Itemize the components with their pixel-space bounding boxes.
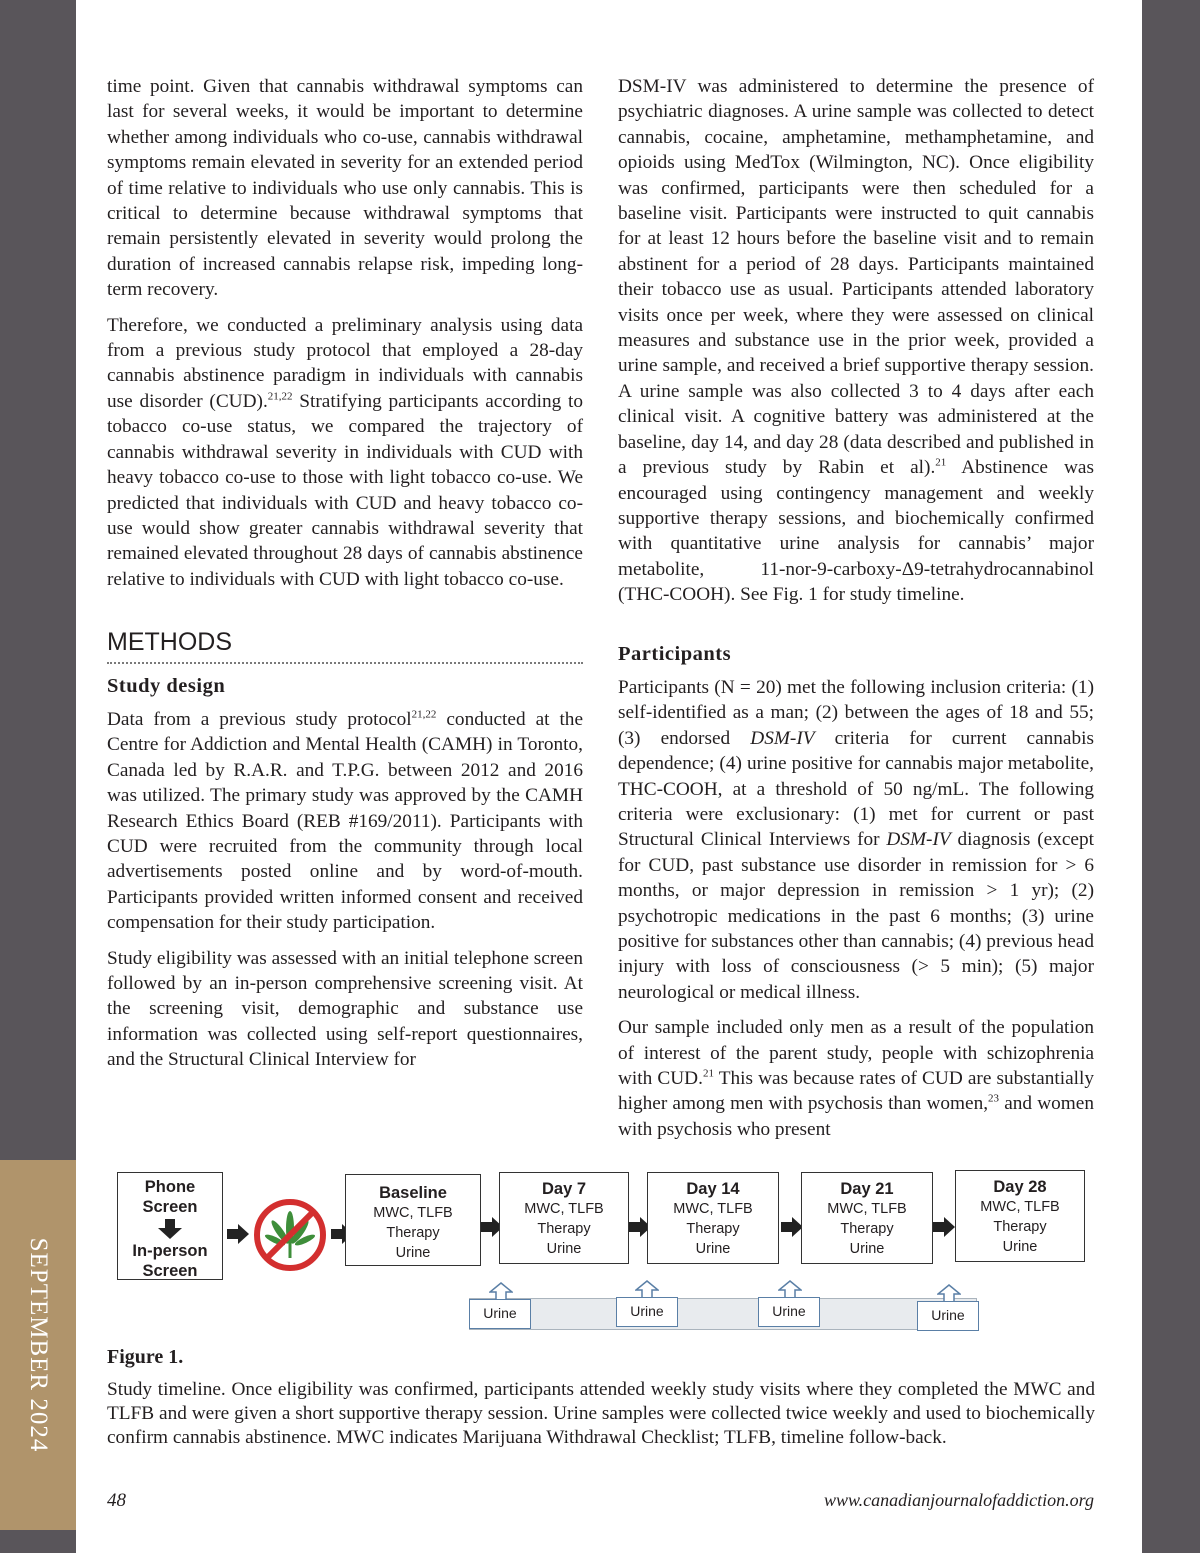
citation-superscript: 21,22 [411,708,437,721]
visit-measures: MWC, TLFB [524,1201,604,1217]
visit-title: Day 28 [993,1178,1047,1196]
citation-superscript: 21 [702,1067,714,1080]
journal-website-link[interactable]: www.canadianjournalofaddiction.org [823,1490,1094,1510]
figure-label: Figure 1. [107,1346,184,1368]
procedure-paragraph-text-a: DSM-IV was administered to determine the presence of psychiatric diagnoses. A urine sample was collected to detect cannabis, cocaine, amphetamine, methamphetamine, and opioids using MedTox (Wilmington, NC). Once eligibility was confirmed, participants were then scheduled for a baseline visit. Participants were instructed to quit cannabis for at least 12 hours before the baseline visit and to remain abstinent for a period of 28 days. Participants maintained their tobacco use as usual. Participants attended laboratory visits once per week, where they were assessed on clinical measures and substance use in the prior week, provided a urine sample, and received a brief supportive therapy session. A urine sample was also collected 3 to 4 days after each clinical visit. A cognitive battery was administered at the baseline, day 14, and day 28 (data described and published in a previous study by Rabin et al). [618,76,1094,479]
right-text-column [618,74,1094,1152]
study-design-paragraph-1-text-a: Data from a previous study protocol [107,708,412,730]
section-divider [107,662,583,664]
participants-paragraph-1-text-c: diagnosis (except for CUD, past substance use disorder in remission for > 6 months, or major depression in remission > 1 yr); (2) psychotropic medications in the past 6 months; (3) urine positive for substances other than cannabis; (4) previous head injury with loss of consciousness (> 5 min); (5) major neurological or medical illness. [618,829,1094,1003]
procedure-paragraph [618,74,1094,608]
methods-heading: METHODS [107,628,232,657]
issue-month-tab [0,1160,76,1530]
participants-paragraph-2-text-c: and women with psychosis who present [618,1093,1094,1140]
study-design-paragraph-1-text-b: conducted at the Centre for Addiction and Mental Health (CAMH) in Toronto, Canada led by R.A.R. and T.P.G. between 2012 and 2016 was utilized. The primary study was approved by the CAMH Research Ethics Board (REB #169/2011). Participants with CUD were recruited from the community through local advertisements posted online and by word-of-mouth. Participants provided written informed consent and received compensation for their study participation. [107,708,583,934]
participants-paragraph-2 [618,1015,1094,1142]
down-arrow-icon [158,1219,182,1239]
visit-therapy: Therapy [686,1221,740,1237]
urine-collection-track [469,1298,977,1330]
visit-measures: MWC, TLFB [673,1201,753,1217]
urine-sample-box: Urine [469,1299,531,1329]
no-cannabis-icon [253,1198,327,1272]
visit-measures: MWC, TLFB [980,1199,1060,1215]
study-design-subheading: Study design [107,674,226,697]
right-arrow-icon [781,1217,803,1237]
visit-urine: Urine [849,1241,885,1257]
participants-paragraph-1-text-a: Participants (N = 20) met the following inclusion criteria: (1) self-identified as a man; (2) between the ages of 18 and 55; (3) endorsed [618,676,1094,749]
participants-paragraph-1 [618,675,1094,1005]
dsm-iv-term: DSM-IV [750,727,815,749]
visit-box-baseline [345,1174,481,1266]
visit-title: Day 14 [686,1180,740,1198]
participants-paragraph-2-text-b: This was because rates of CUD are substantially higher among men with psychosis than women, [618,1068,1094,1115]
visit-therapy: Therapy [386,1225,440,1241]
issue-month-label: SEPTEMBER 2024 [25,1237,52,1453]
intro-paragraph-2-text-a: Therefore, we conducted a preliminary analysis using data from a previous study protocol that employed a 28-day cannabis abstinence paradigm in individuals with cannabis use disorder (CUD). [107,314,583,412]
visit-box-day-21 [801,1172,933,1264]
study-design-paragraph-1 [107,707,583,936]
citation-superscript: 21,22 [267,390,293,403]
intro-paragraph-1-text: time point. Given that cannabis withdrawal symptoms can last for several weeks, it would be important to determine whether among individuals who co-use, cannabis withdrawal symptoms remain elevated in severity for an extended period of time relative to individuals who use only cannabis. This is critical to determine because withdrawal symptoms that remain persistently elevated in severity would prolong the duration of increased cannabis relapse risk, impeding long-term recovery. [107,76,583,301]
visit-title: Baseline [379,1184,447,1202]
visit-urine: Urine [395,1245,431,1261]
screening-box [117,1172,223,1280]
citation-superscript: 23 [988,1093,1000,1106]
inperson-screen-label: In-person Screen [132,1242,208,1280]
study-design-paragraph-2 [107,946,583,1073]
urine-sample-box: Urine [616,1297,678,1327]
visit-measures: MWC, TLFB [373,1205,453,1221]
visit-measures: MWC, TLFB [827,1201,907,1217]
right-arrow-icon [227,1224,249,1244]
left-text-column [107,74,583,1083]
visit-urine: Urine [695,1241,731,1257]
study-design-paragraph-2-text: Study eligibility was assessed with an initial telephone screen followed by an in-person comprehensive screening visit. At the screening visit, demographic and substance use information was collected using self-report questionnaires, and the Structural Clinical Interview for [107,947,583,1071]
intro-paragraph-1 [107,74,583,303]
visit-box-day-14 [647,1172,779,1264]
procedure-paragraph-text-b: Abstinence was encouraged using contingency management and weekly supportive therapy sessions, and biochemically confirmed with quantitative urine analysis for cannabis’ major metabolite, 11-nor-9-carboxy-Δ9-tetrahydrocannabinol (THC-COOH). See Fig. 1 for study timeline. [618,457,1094,606]
dsm-iv-term: DSM-IV [886,829,951,851]
intro-paragraph-2 [107,313,583,592]
phone-screen-label: Phone Screen [142,1178,198,1216]
participants-paragraph-2-text-a: Our sample included only men as a result of the population of interest of the parent study, people with schizophrenia with CUD. [618,1017,1094,1090]
visit-urine: Urine [1002,1239,1038,1255]
intro-paragraph-2-text-b: Stratifying participants according to tobacco co-use status, we compared the trajectory of cannabis withdrawal severity in individuals with CUD with heavy tobacco co-use to those with light tobacco co-use. We predicted that individuals with CUD and heavy tobacco co-use would show greater cannabis withdrawal severity that remained elevated throughout 28 days of cannabis abstinence relative to individuals with CUD with light tobacco co-use. [107,390,583,590]
visit-title: Day 21 [840,1180,894,1198]
visit-therapy: Therapy [537,1221,591,1237]
visit-box-day-28 [955,1170,1085,1262]
right-arrow-icon [933,1217,955,1237]
visit-therapy: Therapy [840,1221,894,1237]
study-timeline-figure [107,1160,1097,1350]
visit-title: Day 7 [541,1180,587,1198]
participants-subheading: Participants [618,642,732,665]
urine-sample-box: Urine [917,1301,979,1331]
visit-therapy: Therapy [993,1219,1047,1235]
urine-sample-box: Urine [758,1297,820,1327]
visit-box-day-7 [499,1172,629,1264]
page-number: 48 [107,1490,126,1511]
figure-caption: Study timeline. Once eligibility was confirmed, participants attended weekly study visits where they completed the MWC and TLFB and were given a short supportive therapy session. Urine samples were collected twice weekly and used to biochemically confirm cannabis abstinence. MWC indicates Marijuana Withdrawal Checklist; TLFB, timeline follow-back. [107,1379,1095,1448]
participants-paragraph-1-text-b: criteria for current cannabis dependence; (4) urine positive for cannabis major metabolite, THC-COOH, at a threshold of 50 ng/mL. The following criteria were exclusionary: (1) met for current or past Structural Clinical Interviews for [618,727,1094,851]
citation-superscript: 21 [935,456,947,469]
visit-urine: Urine [546,1241,582,1257]
right-margin-bar [1142,0,1200,1553]
